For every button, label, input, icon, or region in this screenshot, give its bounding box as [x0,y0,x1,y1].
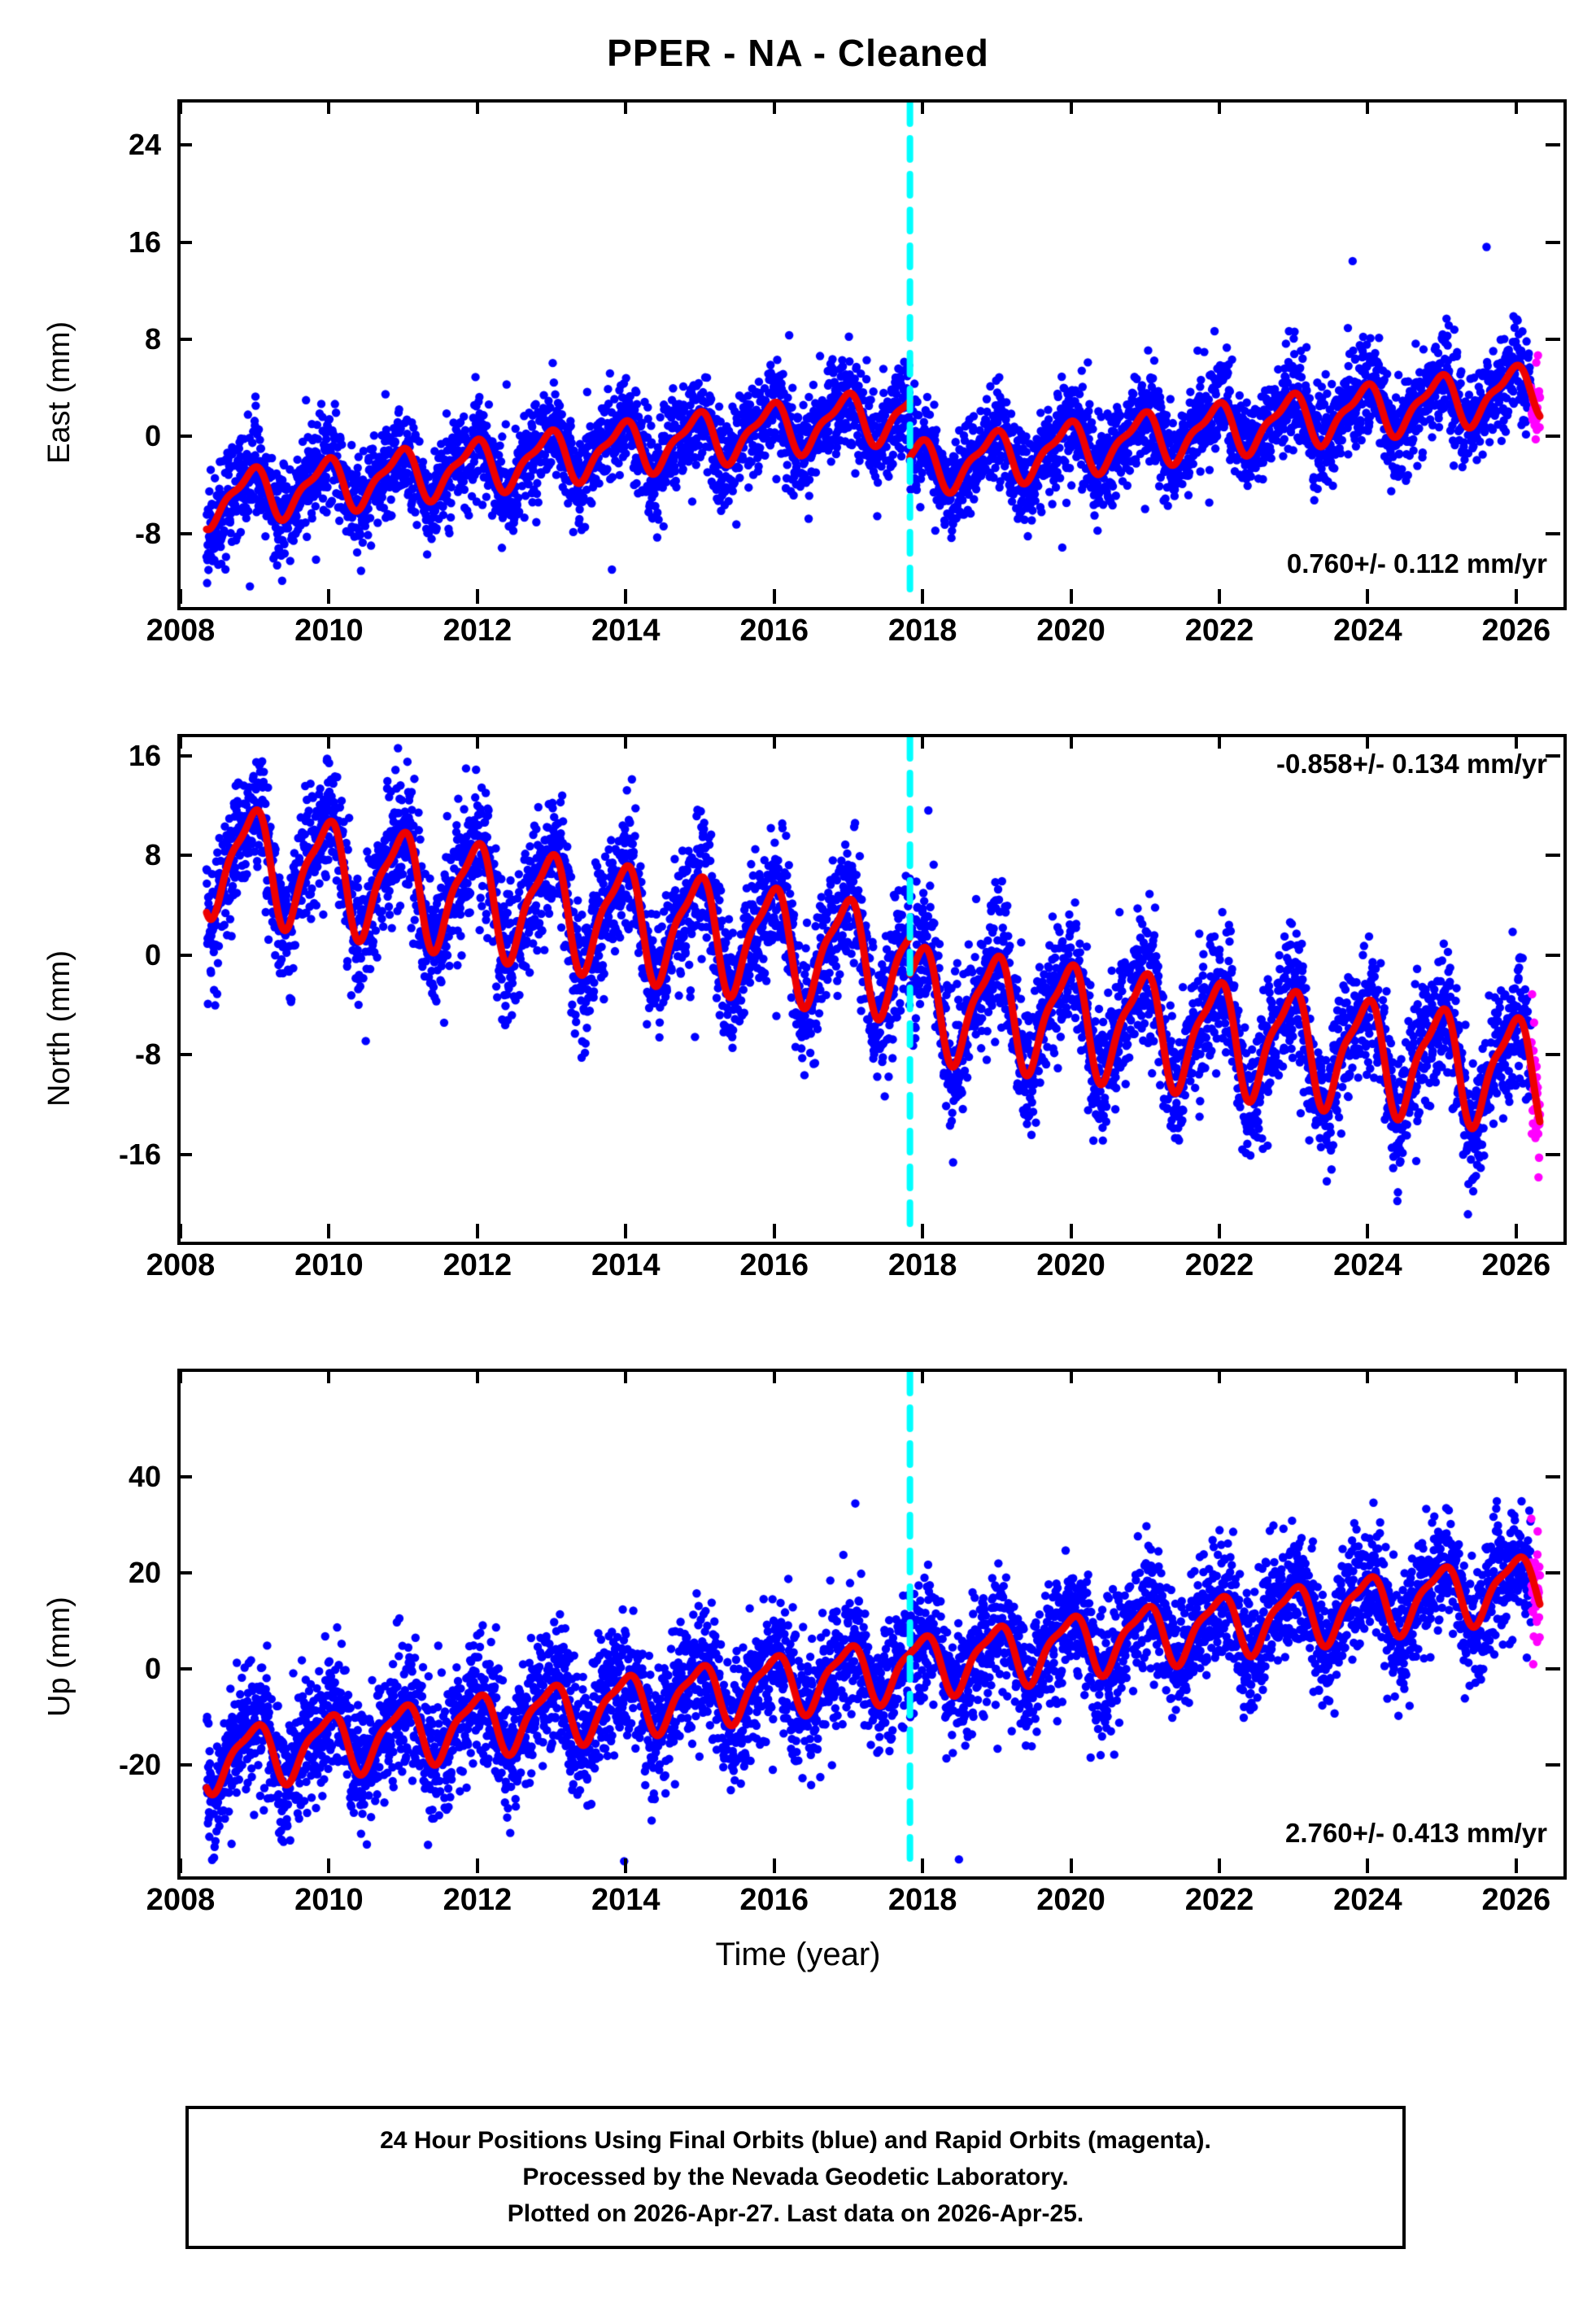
x-tick-mark [327,589,330,604]
x-tick-label: 2014 [591,1248,661,1282]
x-tick-label: 2018 [887,1883,957,1917]
x-tick-label: 2008 [146,1248,216,1282]
x-tick-mark [1366,99,1369,114]
y-tick-label: 0 [144,1651,161,1685]
y-tick-mark [177,1153,192,1156]
y-tick-mark [1546,143,1560,146]
x-tick-mark [476,99,479,114]
y-tick-mark [1546,1667,1560,1671]
panel-north [0,716,1596,1302]
x-tick-mark [1218,99,1221,114]
y-tick-label: 16 [128,738,161,772]
x-tick-mark [1515,99,1518,114]
y-tick-label: 16 [128,225,161,259]
y-tick-mark [1546,338,1560,341]
y-tick-mark [177,435,192,438]
x-tick-label: 2008 [146,1883,216,1917]
x-tick-mark [1218,589,1221,604]
y-axis-label-up: Up (mm) [42,1596,76,1717]
x-tick-mark [327,1224,330,1238]
y-tick-mark [177,954,192,957]
rate-label-east: 0.760+/- 0.112 mm/yr [1286,548,1547,579]
x-tick-mark [921,1369,924,1383]
x-tick-label: 2024 [1333,1883,1402,1917]
x-tick-mark [179,734,182,749]
x-tick-mark [1218,1858,1221,1873]
x-tick-label: 2012 [443,1883,512,1917]
y-tick-mark [1546,532,1560,535]
plot-area-north [177,734,1567,1245]
x-tick-label: 2016 [739,1883,809,1917]
x-tick-mark [624,1369,627,1383]
x-tick-label: 2024 [1333,1248,1402,1282]
y-tick-label: -16 [118,1137,161,1171]
x-tick-mark [1515,1224,1518,1238]
x-tick-mark [624,1858,627,1873]
x-tick-mark [327,99,330,114]
y-tick-label: 20 [128,1556,161,1590]
x-tick-label: 2016 [739,614,809,648]
y-tick-mark [177,1667,192,1671]
x-tick-label: 2022 [1184,1883,1254,1917]
x-tick-label: 2014 [591,614,661,648]
x-tick-mark [1070,734,1073,749]
x-tick-label: 2020 [1036,1248,1105,1282]
x-tick-mark [773,734,776,749]
x-tick-label: 2024 [1333,614,1402,648]
rate-label-up: 2.760+/- 0.413 mm/yr [1285,1818,1547,1848]
x-tick-label: 2020 [1036,1883,1105,1917]
y-tick-mark [177,854,192,857]
x-tick-label: 2008 [146,614,216,648]
x-tick-mark [773,1369,776,1383]
x-tick-mark [921,734,924,749]
x-tick-mark [1366,734,1369,749]
rate-label-north: -0.858+/- 0.134 mm/yr [1276,749,1547,779]
y-tick-label: -8 [134,516,161,550]
x-tick-label: 2018 [887,1248,957,1282]
y-tick-mark [177,1763,192,1767]
x-tick-label: 2014 [591,1883,661,1917]
x-tick-mark [1070,1224,1073,1238]
x-tick-mark [773,99,776,114]
y-tick-mark [1546,1763,1560,1767]
footer-line-2: Processed by the Nevada Geodetic Laboratory. [522,2164,1069,2190]
x-tick-mark [921,99,924,114]
x-tick-mark [1070,99,1073,114]
x-tick-label: 2018 [887,614,957,648]
plot-area-east [177,99,1567,610]
y-tick-mark [177,143,192,146]
y-axis-label-north: North (mm) [42,950,76,1107]
y-tick-mark [1546,1053,1560,1056]
x-tick-label: 2010 [294,1248,364,1282]
y-axis-label-east: East (mm) [42,321,76,464]
panel-east [0,81,1596,667]
x-tick-mark [773,589,776,604]
x-tick-mark [1515,589,1518,604]
x-tick-mark [1070,589,1073,604]
page-title: PPER - NA - Cleaned [607,32,989,74]
y-tick-label: 8 [144,322,161,356]
x-tick-mark [624,1224,627,1238]
x-tick-mark [1218,734,1221,749]
x-tick-mark [773,1858,776,1873]
y-tick-label: 8 [144,838,161,872]
x-tick-mark [476,1369,479,1383]
x-tick-label: 2010 [294,1883,364,1917]
x-tick-mark [773,1224,776,1238]
footer-line-3: Plotted on 2026-Apr-27. Last data on 2026-Apr-25. [507,2200,1084,2227]
x-tick-mark [327,734,330,749]
y-tick-mark [1546,854,1560,857]
x-tick-mark [624,589,627,604]
y-tick-mark [177,1475,192,1478]
x-tick-mark [476,1224,479,1238]
y-tick-mark [177,241,192,244]
x-tick-mark [624,99,627,114]
x-tick-mark [179,1369,182,1383]
x-tick-mark [624,734,627,749]
x-tick-label: 2012 [443,1248,512,1282]
x-tick-mark [1515,1369,1518,1383]
x-tick-mark [327,1369,330,1383]
x-tick-mark [1515,1858,1518,1873]
x-tick-mark [1366,1369,1369,1383]
x-tick-mark [179,589,182,604]
y-tick-mark [1546,1571,1560,1574]
y-tick-mark [177,754,192,758]
x-tick-mark [1366,589,1369,604]
y-tick-mark [1546,1153,1560,1156]
y-tick-mark [177,338,192,341]
y-tick-mark [177,532,192,535]
plot-area-up [177,1369,1567,1880]
footer-box [185,2106,1406,2249]
y-tick-mark [1546,754,1560,758]
x-tick-mark [921,1224,924,1238]
y-tick-mark [177,1571,192,1574]
x-tick-mark [1070,1369,1073,1383]
x-tick-mark [476,734,479,749]
panel-up [0,1351,1596,2002]
y-tick-label: 0 [144,937,161,972]
y-tick-mark [1546,435,1560,438]
x-tick-label: 2020 [1036,614,1105,648]
y-tick-mark [1546,954,1560,957]
x-axis-title: Time (year) [715,1937,881,1972]
x-tick-mark [327,1858,330,1873]
y-tick-label: -20 [118,1747,161,1781]
x-tick-label: 2022 [1184,1248,1254,1282]
x-tick-mark [1366,1858,1369,1873]
x-tick-mark [1515,734,1518,749]
y-tick-mark [1546,1475,1560,1478]
x-tick-label: 2026 [1481,1883,1551,1917]
y-tick-label: 0 [144,419,161,453]
y-tick-mark [1546,241,1560,244]
x-tick-label: 2022 [1184,614,1254,648]
x-tick-mark [179,1858,182,1873]
x-tick-label: 2026 [1481,614,1551,648]
x-tick-mark [921,589,924,604]
x-tick-mark [1366,1224,1369,1238]
x-tick-label: 2012 [443,614,512,648]
x-tick-mark [921,1858,924,1873]
y-tick-mark [177,1053,192,1056]
footer-line-1: 24 Hour Positions Using Final Orbits (blue) and Rapid Orbits (magenta). [380,2127,1211,2154]
x-tick-label: 2010 [294,614,364,648]
x-tick-mark [476,589,479,604]
x-tick-mark [1218,1224,1221,1238]
x-tick-mark [179,1224,182,1238]
x-tick-label: 2026 [1481,1248,1551,1282]
y-tick-label: -8 [134,1037,161,1072]
x-tick-mark [179,99,182,114]
y-tick-label: 40 [128,1460,161,1494]
y-tick-label: 24 [128,128,161,162]
x-tick-mark [476,1858,479,1873]
x-tick-mark [1070,1858,1073,1873]
x-tick-mark [1218,1369,1221,1383]
x-tick-label: 2016 [739,1248,809,1282]
